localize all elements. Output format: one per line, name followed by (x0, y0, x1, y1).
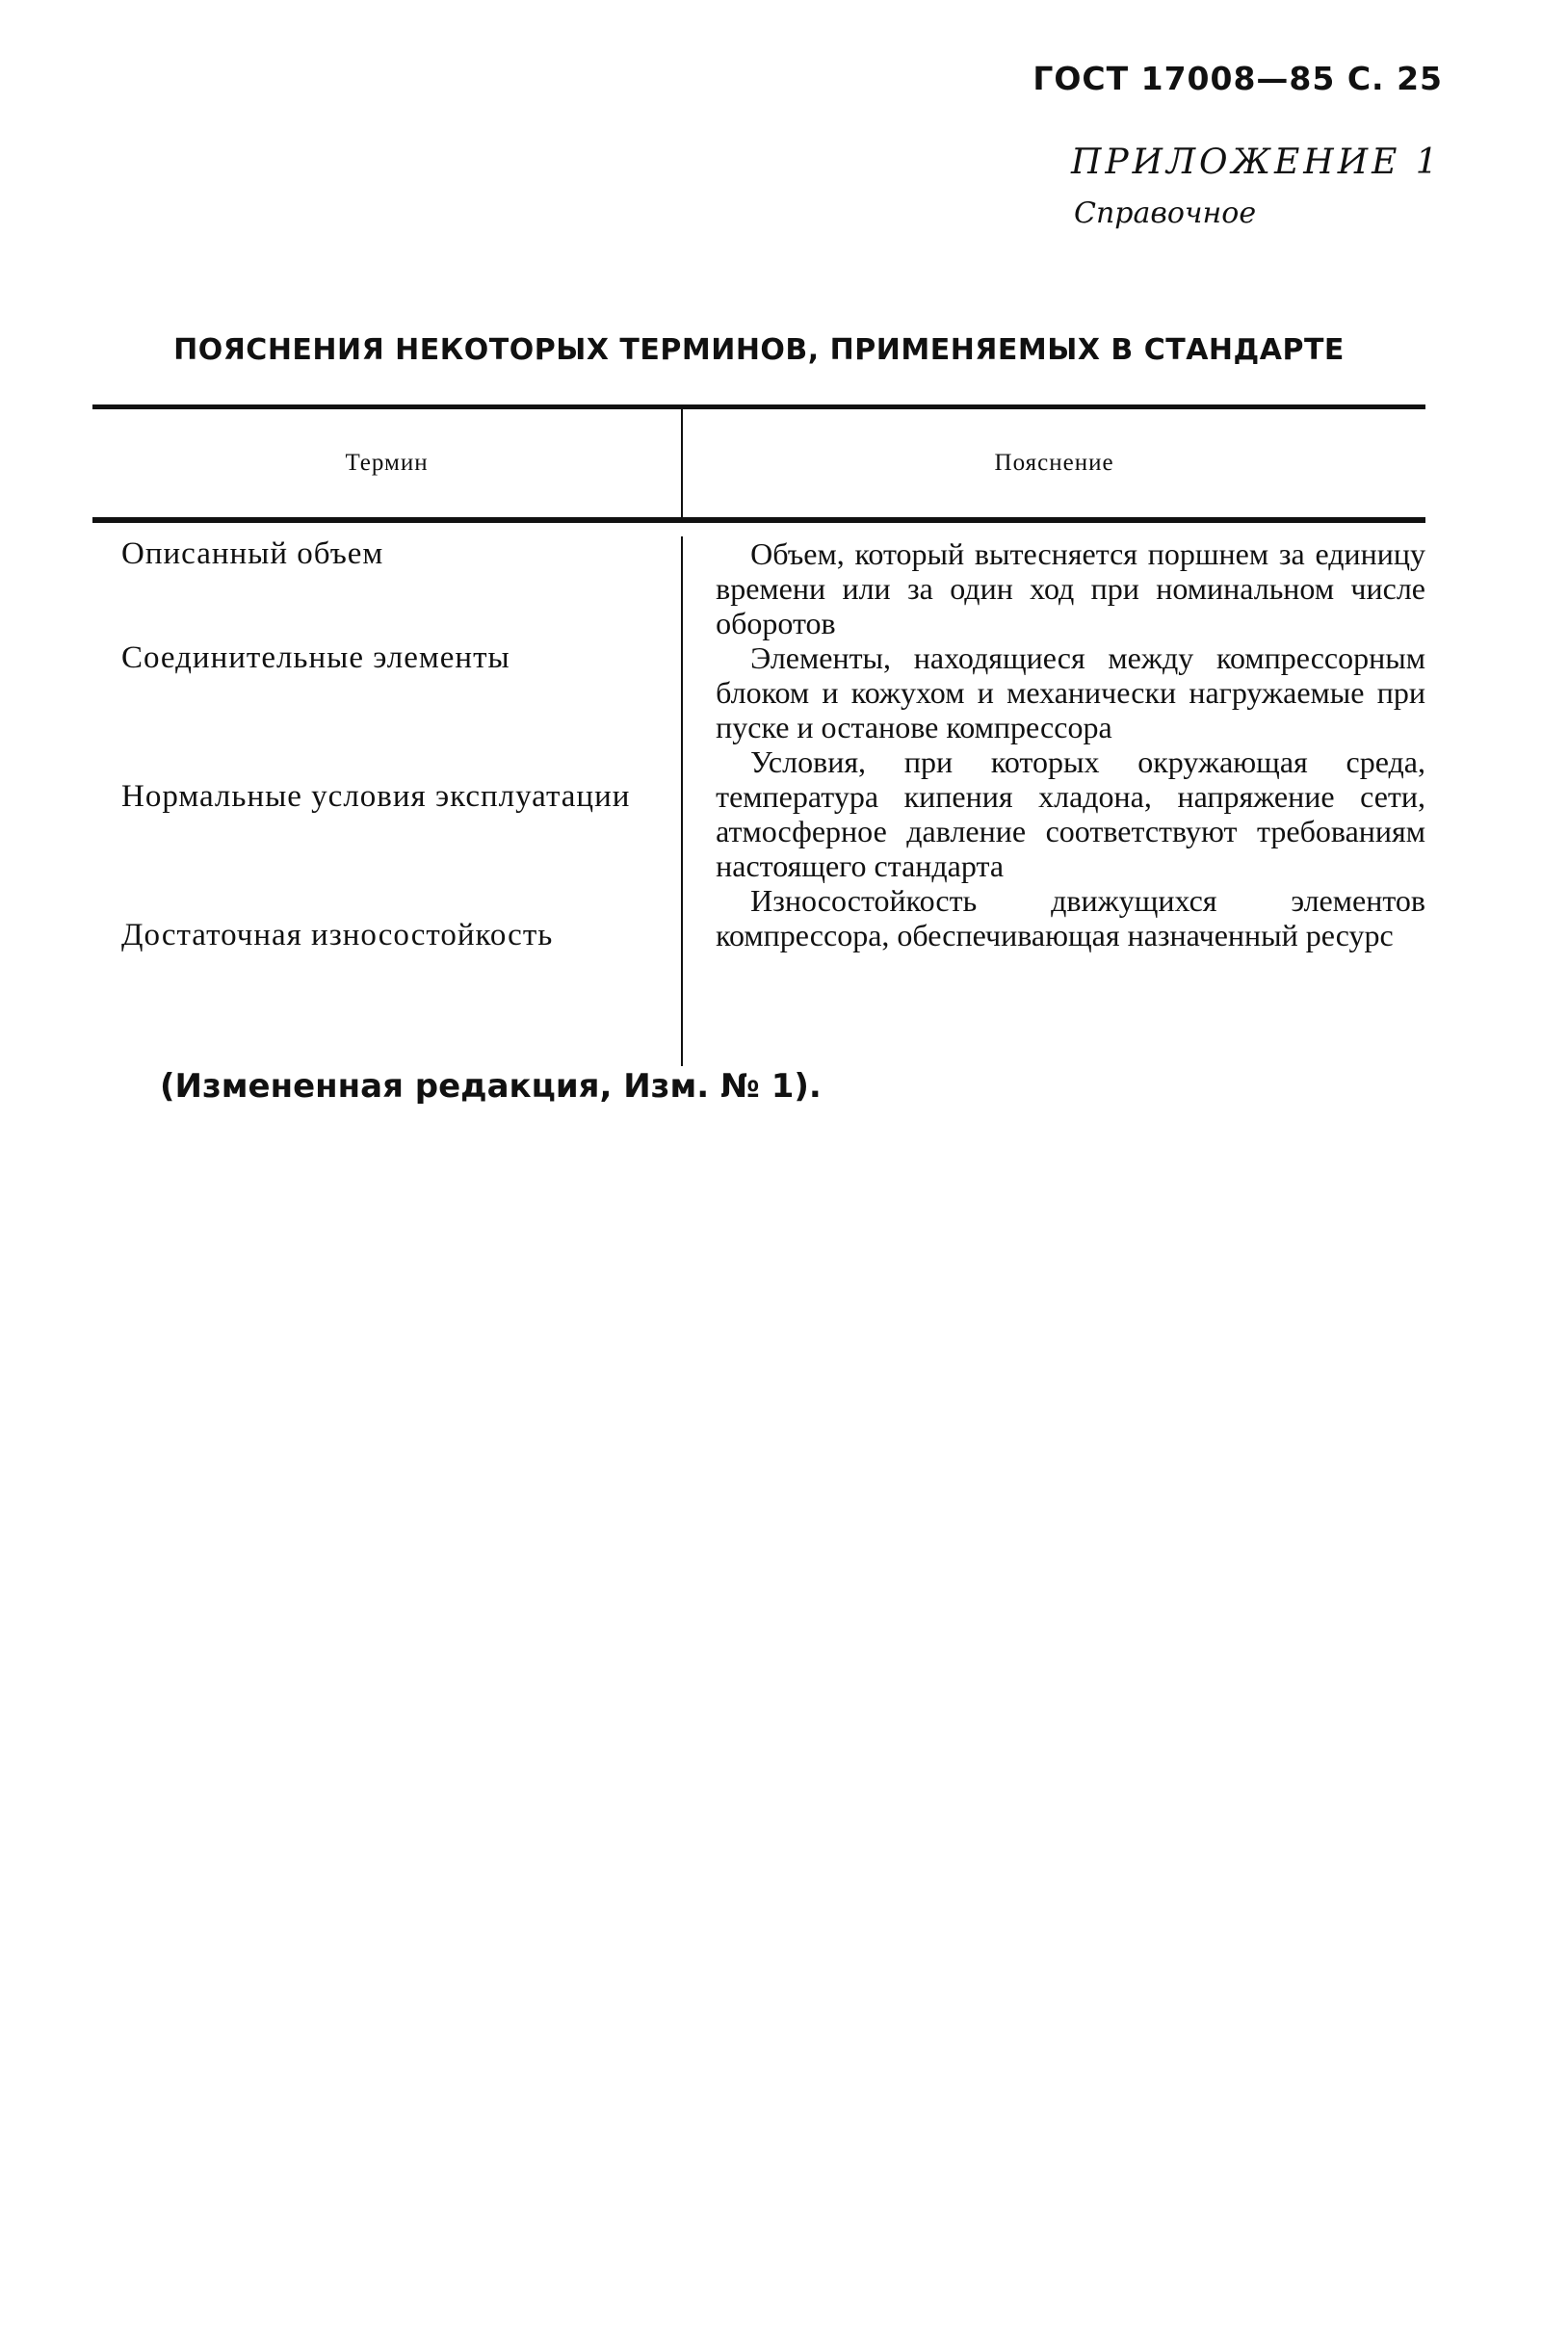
appendix-title: ПРИЛОЖЕНИЕ 1 (1071, 143, 1442, 182)
page-header-doc-ref: ГОСТ 17008—85 С. 25 (1032, 60, 1443, 97)
column-header-term: Термин (345, 450, 429, 476)
term-text: Соединительные элементы (121, 640, 510, 675)
table-row-term (92, 640, 632, 676)
term-text: Описанный объем (121, 536, 384, 571)
table-row-term (92, 779, 632, 815)
table-row-explanation: Износостойкость движущихся элементов компрессора, обеспечивающая назначенный ресурс (716, 883, 1425, 952)
table-row-explanation: Объем, который вытесняется поршнем за единицу времени или за один ход при номинальном числе оборотов (716, 536, 1425, 640)
table-row-explanation: Условия, при которых окружающая среда, температура кипения хладона, напряжение сети, атмосферное давление соответствуют требованиям настоящего стандарта (716, 744, 1425, 883)
appendix-subtitle: Справочное (1074, 196, 1257, 230)
terms-table (92, 404, 1425, 1066)
table-row-term (92, 536, 632, 572)
table-header-row (92, 409, 1425, 517)
table-row-term (92, 918, 632, 953)
explanation-column (681, 536, 1425, 1066)
term-column (92, 536, 681, 1066)
term-text: Нормальные условия эксплуатации (121, 779, 631, 814)
table-row-explanation: Элементы, находящиеся между компрессорным блоком и кожухом и механически нагружаемые при пуске и останове компрессора (716, 640, 1425, 744)
column-header-explanation: Пояснение (681, 409, 1425, 517)
amendment-note: (Измененная редакция, Изм. № 1). (160, 1067, 822, 1106)
term-text: Достаточная износостойкость (121, 918, 554, 952)
table-body (92, 523, 1425, 1066)
document-title: ПОЯСНЕНИЯ НЕКОТОРЫХ ТЕРМИНОВ, ПРИМЕНЯЕМЫХ В СТАНДАРТЕ (173, 333, 1345, 367)
